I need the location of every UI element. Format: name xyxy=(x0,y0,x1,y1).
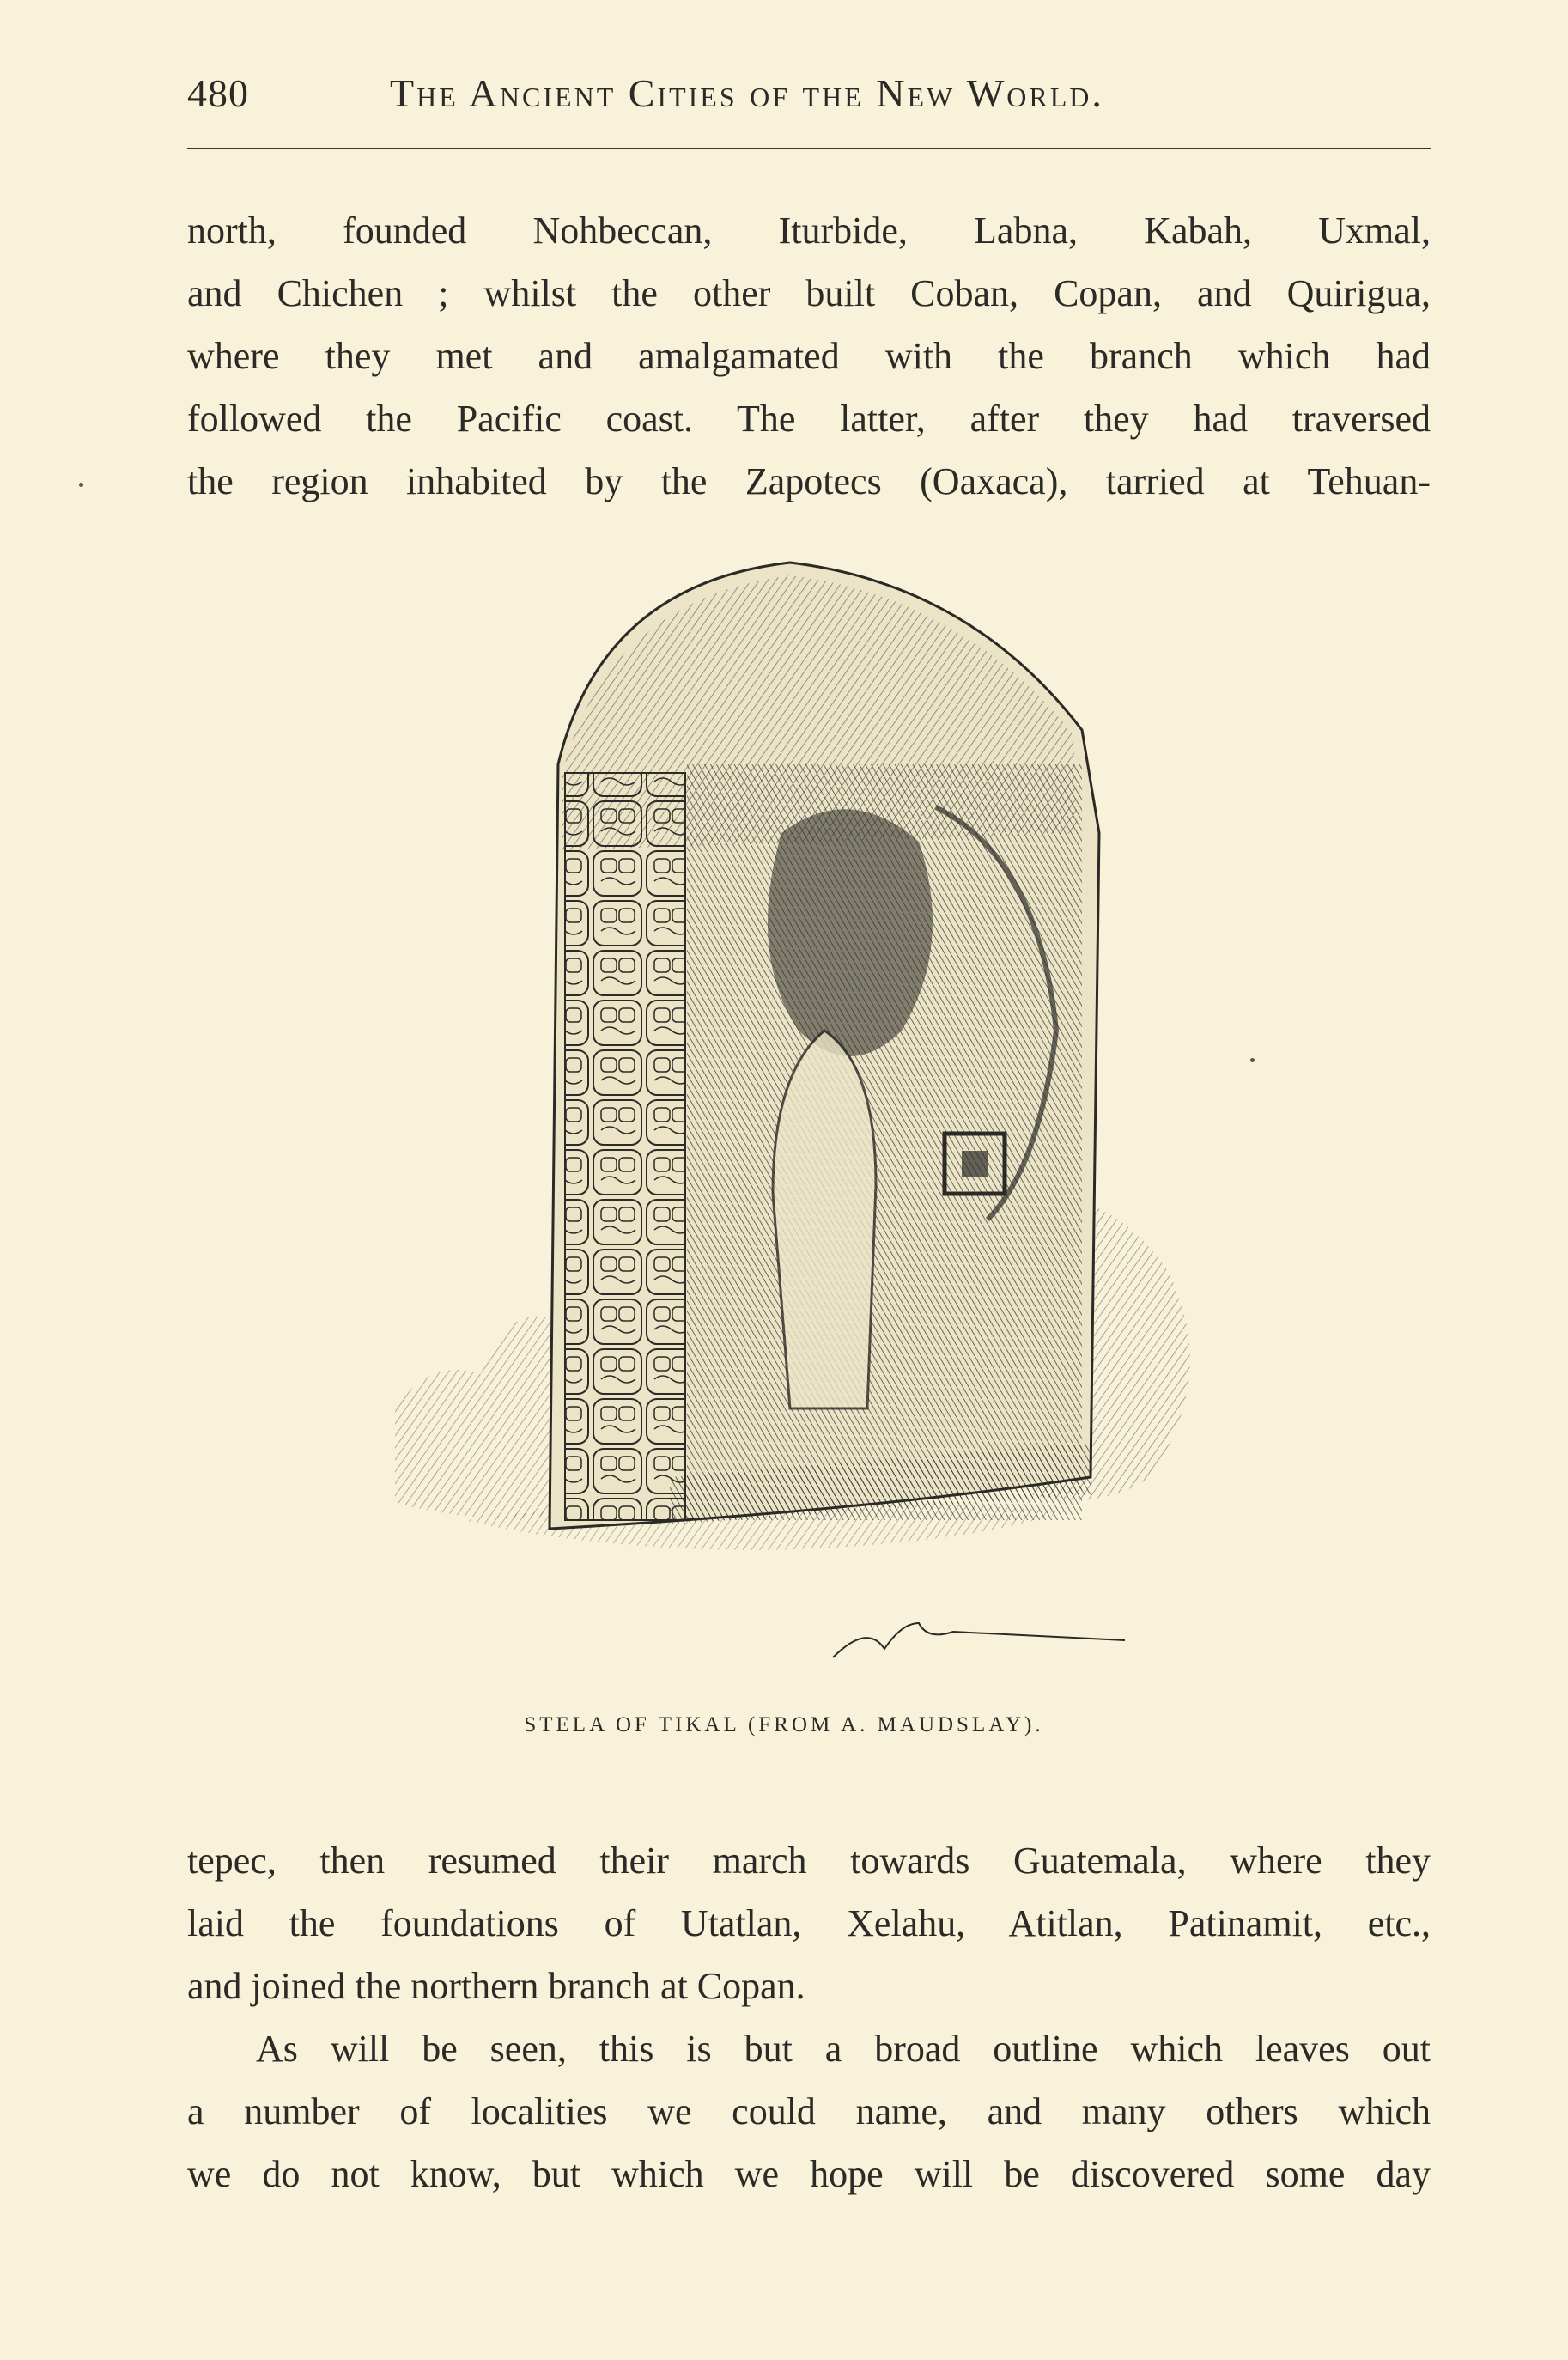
print-speck xyxy=(79,483,83,487)
text-line: a number of localities we could name, and many others which xyxy=(187,2090,1431,2132)
text-line: tepec, then resumed their march towards Guatemala, where they xyxy=(187,1840,1431,1882)
text-line: the region inhabited by the Zapotecs (Oaxaca), tarried at Tehuan- xyxy=(187,460,1431,502)
text-line: followed the Pacific coast. The latter, after they had traversed xyxy=(187,398,1431,440)
text-line: and joined the northern branch at Copan. xyxy=(187,1965,805,2007)
running-title: The Ancient Cities of the New World. xyxy=(390,71,1104,115)
text-line: and Chichen ; whilst the other built Coban, Copan, and Quirigua, xyxy=(187,272,1431,314)
text-line: north, founded Nohbeccan, Iturbide, Labna, Kabah, Uxmal, xyxy=(187,210,1431,252)
glyph-column xyxy=(565,773,685,1520)
text-line: where they met and amalgamated with the branch which had xyxy=(187,335,1431,377)
paragraph-top xyxy=(187,199,1431,513)
figure-caption: STELA OF TIKAL (FROM A. MAUDSLAY). xyxy=(524,1713,1044,1737)
text-line: laid the foundations of Utatlan, Xelahu, Atitlan, Patinamit, etc., xyxy=(187,1902,1431,1944)
ground-left xyxy=(395,1317,567,1519)
text-line: we do not know, but which we hope will be discovered some day xyxy=(187,2153,1431,2195)
header-rule xyxy=(187,148,1431,149)
print-speck xyxy=(1250,1058,1255,1062)
text-line: As will be seen, this is but a broad outline which leaves out xyxy=(256,2028,1431,2070)
paragraph-middle xyxy=(187,1829,1431,2017)
paragraph-bottom xyxy=(187,2017,1431,2205)
stela-illustration xyxy=(378,550,1228,1700)
artist-signature xyxy=(833,1623,1125,1657)
page-header xyxy=(187,70,1431,125)
page-number: 480 xyxy=(187,71,249,115)
